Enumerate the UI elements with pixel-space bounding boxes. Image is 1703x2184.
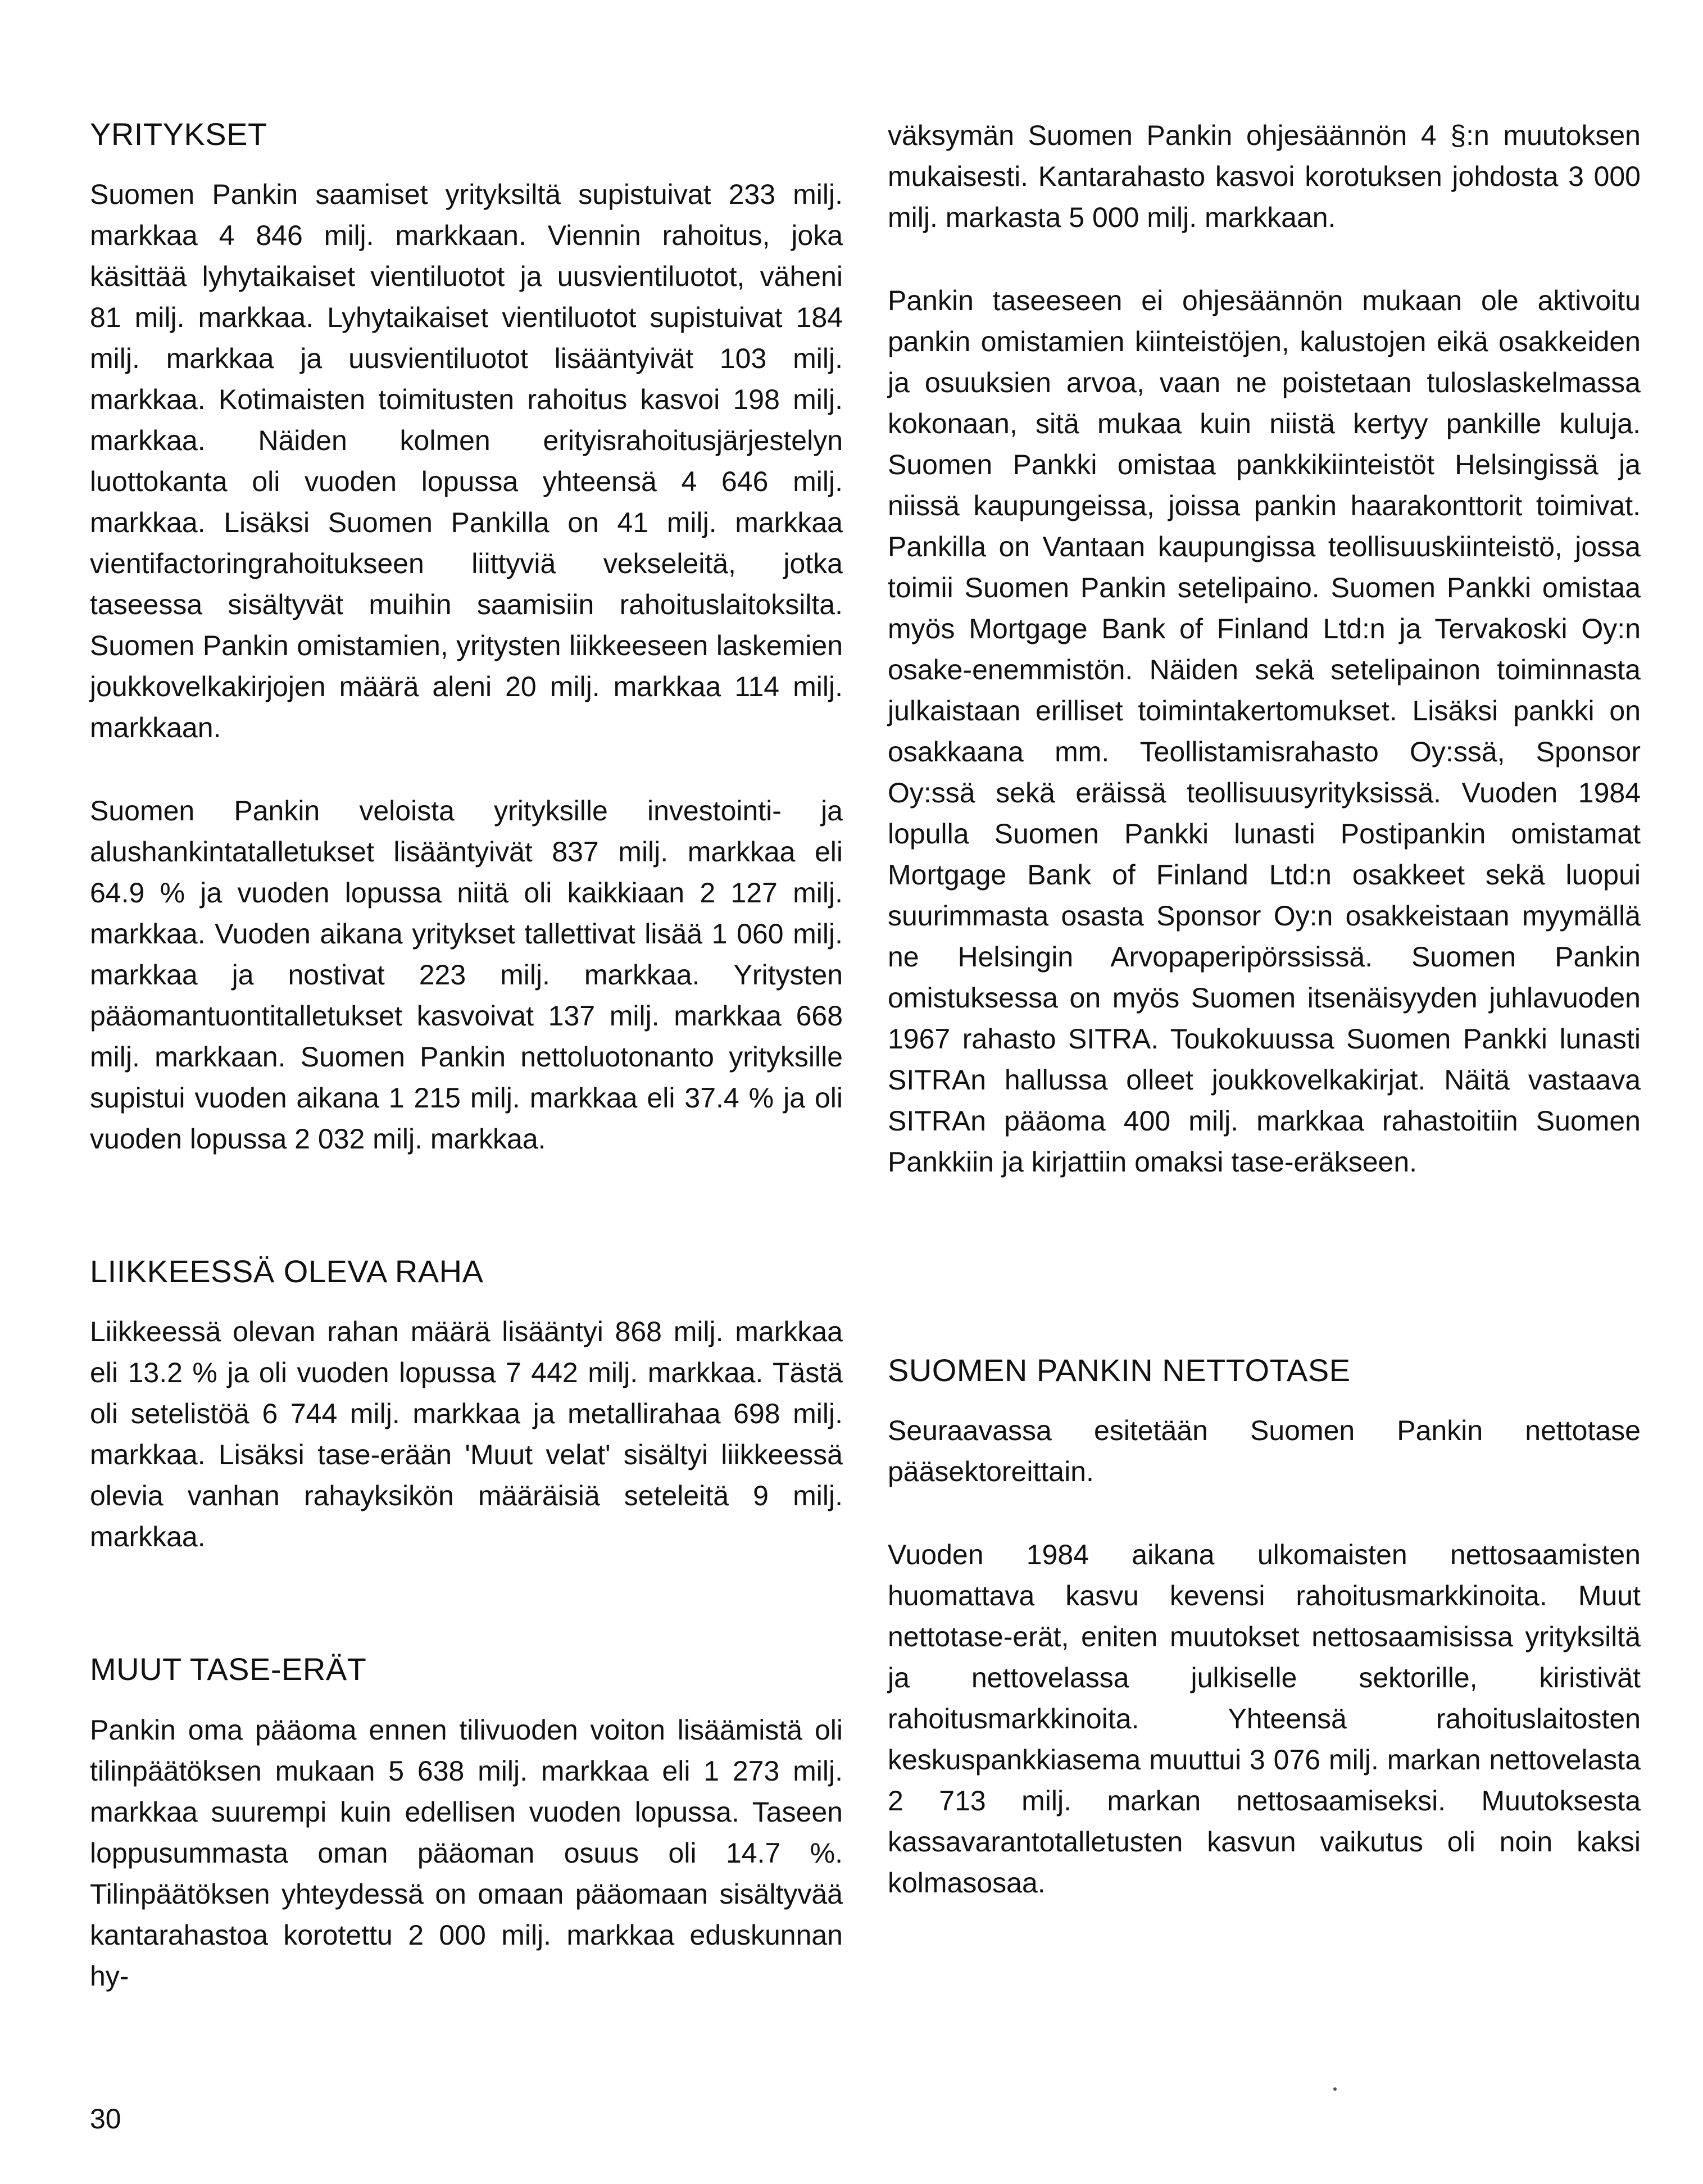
nettotase-paragraph-1: Seuraavassa esitetään Suomen Pankin nettotase pääsektoreittain. <box>888 1415 1641 1488</box>
spacer <box>90 748 843 791</box>
yritykset-paragraph-2: Suomen Pankin veloista yrityksille investointi- ja alushankintatalletukset lisääntyivät 837 milj. markkaa eli 64.9 % ja vuoden lopussa niitä oli kaikkiaan 2 127 milj. markkaa. Vuoden aikana yritykset tallettivat lisää 1 060 milj. markkaa ja nostivat 223 milj. markkaa. Yritysten pääomantuontitalletukset kasvoivat 137 milj. markkaa 668 milj. markkaan. Suomen Pankin nettoluotonanto yrityksille supistui vuoden aikana 1 215 milj. markkaa eli 37.4 % ja oli vuoden lopussa 2 032 milj. markkaa. <box>90 795 843 1155</box>
liikkeessa-paragraph-1: Liikkeessä olevan rahan määrä lisääntyi 868 milj. markkaa eli 13.2 % ja oli vuoden lopussa 7 442 milj. markkaa. Tästä oli setelistöä 6 744 milj. markkaa ja metallirahaa 698 milj. markkaa. Lisäksi tase-erään 'Muut velat' sisältyi liikkeessä olevia vanhan rahayksikön määräisiä seteleitä 9 milj. markkaa. <box>90 1316 843 1553</box>
spacer <box>90 1160 843 1252</box>
spacer <box>888 1492 1641 1534</box>
spacer <box>888 238 1641 280</box>
heading-yritykset: YRITYKSET <box>90 116 267 152</box>
nettotase-paragraph-2: Vuoden 1984 aikana ulkomaisten nettosaamisten huomattava kasvu kevensi rahoitusmarkkinoita. Muut nettotase-erät, eniten muutokset nettosaamisissa yrityksiltä ja nettovelassa julkiselle sektorille, kiristivät rahoitusmarkkinoita. Yhteensä rahoituslaitosten keskuspankkiasema muuttui 3 076 milj. markan nettovelasta 2 713 milj. markan nettosaamiseksi. Muutoksesta kassavarantotalletusten kasvun vaikutus oli noin kaksi kolmasosaa. <box>888 1539 1641 1899</box>
spacer <box>888 1183 1641 1351</box>
scan-dot <box>1333 2087 1337 2091</box>
page-number: 30 <box>90 2103 121 2135</box>
heading-muut-tase-erat: MUUT TASE-ERÄT <box>90 1651 367 1687</box>
yritykset-paragraph-1: Suomen Pankin saamiset yrityksiltä supistuivat 233 milj. markkaa 4 846 milj. markkaan. Viennin rahoitus, joka käsittää lyhytaikaiset vientiluotot ja uusvientiluotot, väheni 81 milj. markkaa. Lyhytaikaiset vientiluotot supistuivat 184 milj. markkaa ja uusvientiluotot lisääntyivät 103 milj. markkaa. Kotimaisten toimitusten rahoitus kasvoi 198 milj. markkaa. Näiden kolmen erityisrahoitusjärjestelyn luottokanta oli vuoden lopussa yhteensä 4 646 milj. markkaa. Lisäksi Suomen Pankilla on 41 milj. markkaa vientifactoringrahoitukseen liittyviä vekseleitä, jotka taseessa sisältyvät muihin saamisiin rahoituslaitoksilta. Suomen Pankin omistamien, yritysten liikkeeseen laskemien joukkovelkakirjojen määrä aleni 20 milj. markkaa 114 milj. markkaan. <box>90 179 843 744</box>
continued-paragraph-1: väksymän Suomen Pankin ohjesäännön 4 §:n muutoksen mukaisesti. Kantarahasto kasvoi korotuksen johdosta 3 000 milj. markasta 5 000 milj. markkaan. <box>888 120 1641 233</box>
spacer <box>90 1558 843 1650</box>
left-column <box>90 115 843 1997</box>
right-column <box>888 115 1641 1904</box>
heading-suomen-pankin-nettotase: SUOMEN PANKIN NETTOTASE <box>888 1352 1351 1388</box>
muut-tase-erat-paragraph-1: Pankin oma pääoma ennen tilivuoden voiton lisäämistä oli tilinpäätöksen mukaan 5 638 milj. markkaa eli 1 273 milj. markkaa suurempi kuin edellisen vuoden lopussa. Taseen loppusummasta oman pääoman osuus oli 14.7 %. Tilinpäätöksen yhteydessä on omaan pääomaan sisältyvää kantarahastoa korotettu 2 000 milj. markkaa eduskunnan hy- <box>90 1714 843 1992</box>
heading-liikkeessa-oleva-raha: LIIKKEESSÄ OLEVA RAHA <box>90 1254 484 1289</box>
continued-paragraph-2: Pankin taseeseen ei ohjesäännön mukaan ole aktivoitu pankin omistamien kiinteistöjen, kalustojen eikä osakkeiden ja osuuksien arvoa, vaan ne poistetaan tuloslaskelmassa kokonaan, sitä mukaa kuin niistä kertyy pankille kuluja. Suomen Pankki omistaa pankkikiinteistöt Helsingissä ja niissä kaupungeissa, joissa pankin haarakonttorit toimivat. Pankilla on Vantaan kaupungissa teollisuuskiinteistö, jossa toimii Suomen Pankin setelipaino. Suomen Pankki omistaa myös Mortgage Bank of Finland Ltd:n ja Tervakoski Oy:n osake-enemmistön. Näiden sekä setelipainon toiminnasta julkaistaan erilliset toimintakertomukset. Lisäksi pankki on osakkaana mm. Teollistamisrahasto Oy:ssä, Sponsor Oy:ssä sekä eräissä teollisuusyrityksissä. Vuoden 1984 lopulla Suomen Pankki lunasti Postipankin omistamat Mortgage Bank of Finland Ltd:n osakkeet sekä luopui suurimmasta osasta Sponsor Oy:n osakkeistaan myymällä ne Helsingin Arvopaperipörssissä. Suomen Pankin omistuksessa on myös Suomen itsenäisyyden juhlavuoden 1967 rahasto SITRA. Toukokuussa Suomen Pankki lunasti SITRAn hallussa olleet joukkovelkakirjat. Näitä vastaava SITRAn pääoma 400 milj. markkaa rahastoitiin Suomen Pankkiin ja kirjattiin omaksi tase-eräkseen. <box>888 285 1641 1178</box>
